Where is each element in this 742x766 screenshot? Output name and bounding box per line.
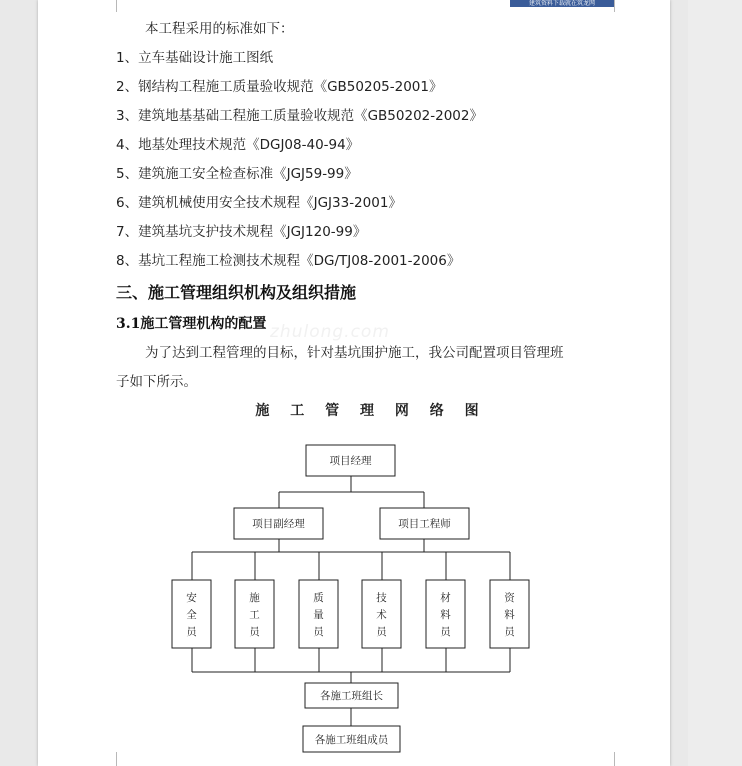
svg-text:项目经理: 项目经理 xyxy=(329,455,372,467)
node-materials-officer xyxy=(426,580,465,648)
standard-item: 2、钢结构工程施工质量验收规范《GB50205-2001》 xyxy=(116,79,443,95)
svg-text:项目工程师: 项目工程师 xyxy=(398,518,451,530)
paragraph-line: 子如下所示。 xyxy=(116,374,197,390)
vertical-label: 施工员 xyxy=(249,592,260,638)
intro-text: 本工程采用的标准如下： xyxy=(145,21,294,37)
node-documents-officer xyxy=(490,580,529,648)
vertical-label: 技术员 xyxy=(376,592,387,638)
watermark-tag: 建筑资料下载就在筑龙网 xyxy=(510,0,614,7)
vertical-label: 安全员 xyxy=(186,592,197,638)
paragraph-line: 为了达到工程管理的目标，针对基坑围护施工，我公司配置项目管理班 xyxy=(145,345,564,361)
section-heading: 三、施工管理组织机构及组织措施 xyxy=(116,283,357,302)
vertical-label: 材料员 xyxy=(440,592,451,638)
standard-item: 1、立车基础设计施工图纸 xyxy=(116,50,274,66)
node-team-members xyxy=(303,726,400,752)
node-safety-officer xyxy=(172,580,211,648)
node-project-engineer xyxy=(380,508,469,539)
subsection-heading: 3.1施工管理机构的配置 xyxy=(116,316,267,332)
vertical-label: 质量员 xyxy=(313,592,324,638)
standard-item: 8、基坑工程施工检测技术规程《DG/TJ08-2001-2006》 xyxy=(116,253,461,269)
standard-item: 7、建筑基坑支护技术规程《JGJ120-99》 xyxy=(116,224,367,240)
faint-watermark: zhulong.com xyxy=(270,322,390,342)
standard-item: 4、地基处理技术规范《DGJ08-40-94》 xyxy=(116,137,360,153)
svg-text:各施工班组成员: 各施工班组成员 xyxy=(314,734,389,746)
standard-item: 5、建筑施工安全检查标准《JGJ59-99》 xyxy=(116,166,358,182)
node-project-manager xyxy=(306,445,395,476)
org-chart-title: 施 工 管 理 网 络 图 xyxy=(255,403,487,419)
node-team-leaders xyxy=(305,683,398,708)
vertical-label: 资料员 xyxy=(504,592,515,638)
node-technical-officer xyxy=(362,580,401,648)
node-construction-officer xyxy=(235,580,274,648)
svg-text:项目副经理: 项目副经理 xyxy=(252,518,305,530)
node-quality-officer xyxy=(299,580,338,648)
node-deputy-manager xyxy=(234,508,323,539)
svg-text:各施工班组长: 各施工班组长 xyxy=(320,690,383,702)
standard-item: 3、建筑地基基础工程施工质量验收规范《GB50202-2002》 xyxy=(116,108,483,124)
standard-item: 6、建筑机械使用安全技术规程《JGJ33-2001》 xyxy=(116,195,402,211)
